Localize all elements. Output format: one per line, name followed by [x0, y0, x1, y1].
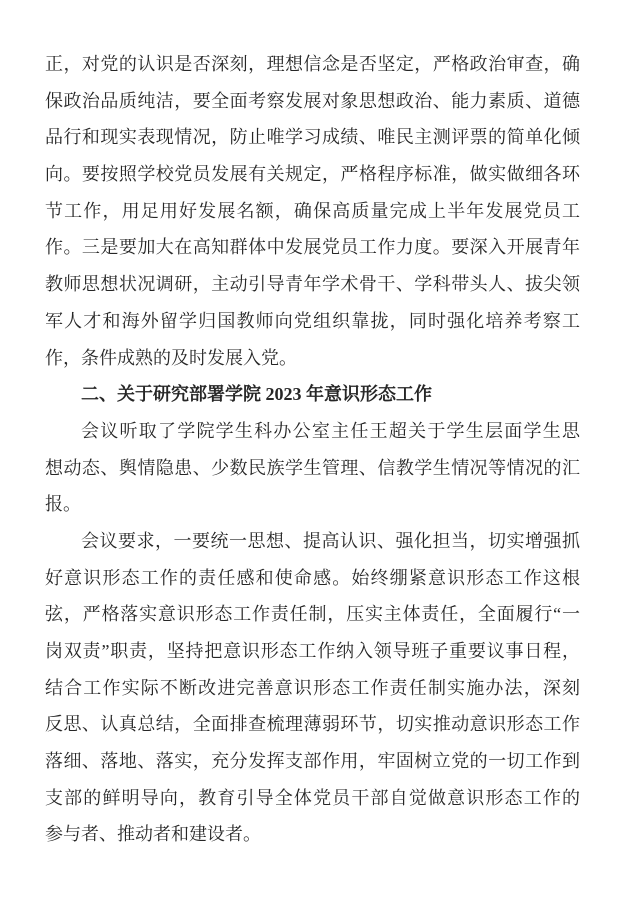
heading-section-two-ideology-work: [45, 376, 580, 413]
text-line: 落细、落地、落实，充分发挥支部作用，牢固树立党的一切工作到: [45, 751, 580, 772]
text-line: 作，条件成熟的及时发展入党。: [45, 347, 297, 368]
text-line: 作。三是要加大在高知群体中发展党员工作力度。要深入开展青年: [45, 237, 580, 258]
text-line: 支部的鲜明导向，教育引导全体党员干部自觉做意识形态工作的: [45, 787, 580, 808]
text-line: 二、关于研究部署学院 2023 年意识形态工作: [81, 384, 432, 405]
text-line: 参与者、推动者和建设者。: [45, 824, 261, 845]
document-body: [45, 46, 580, 853]
text-line: 岗双责”职责，坚持把意识形态工作纳入领导班子重要议事日程，: [45, 641, 580, 661]
text-line: 结合工作实际不断改进完善意识形态工作责任制实施办法，深刻: [45, 677, 580, 698]
text-line: 保政治品质纯洁，要全面考察发展对象思想政治、能力素质、道德: [45, 90, 580, 111]
text-line: 会议要求，一要统一思想、提高认识、强化担当，切实增强抓: [81, 530, 580, 551]
text-line: 军人才和海外留学归国教师向党组织靠拢，同时强化培养考察工: [45, 310, 580, 331]
paragraph-meeting-requirements: [45, 523, 580, 853]
text-line: 向。要按照学校党员发展有关规定，严格程序标准，做实做细各环: [45, 164, 580, 185]
text-line: 好意识形态工作的责任感和使命感。始终绷紧意识形态工作这根: [45, 567, 580, 588]
text-line: 会议听取了学院学生科办公室主任王超关于学生层面学生思: [81, 420, 580, 441]
text-line: 教师思想状况调研，主动引导青年学术骨干、学科带头人、拔尖领: [45, 274, 580, 295]
text-line: 品行和现实表现情况，防止唯学习成绩、唯民主测评票的简单化倾: [45, 127, 580, 148]
text-line: 想动态、舆情隐患、少数民族学生管理、信教学生情况等情况的汇: [45, 457, 580, 478]
paragraph-meeting-briefing: [45, 413, 580, 523]
text-line: 弦，严格落实意识形态工作责任制，压实主体责任，全面履行“一: [45, 604, 580, 625]
paragraph-party-member-development: [45, 46, 580, 376]
text-line: 节工作，用足用好发展名额，确保高质量完成上半年发展党员工: [45, 200, 580, 221]
text-line: 正，对党的认识是否深刻，理想信念是否坚定，严格政治审查，确: [45, 54, 580, 74]
text-line: 报。: [45, 494, 81, 515]
text-line: 反思、认真总结，全面排查梳理薄弱环节，切实推动意识形态工作: [45, 714, 580, 735]
